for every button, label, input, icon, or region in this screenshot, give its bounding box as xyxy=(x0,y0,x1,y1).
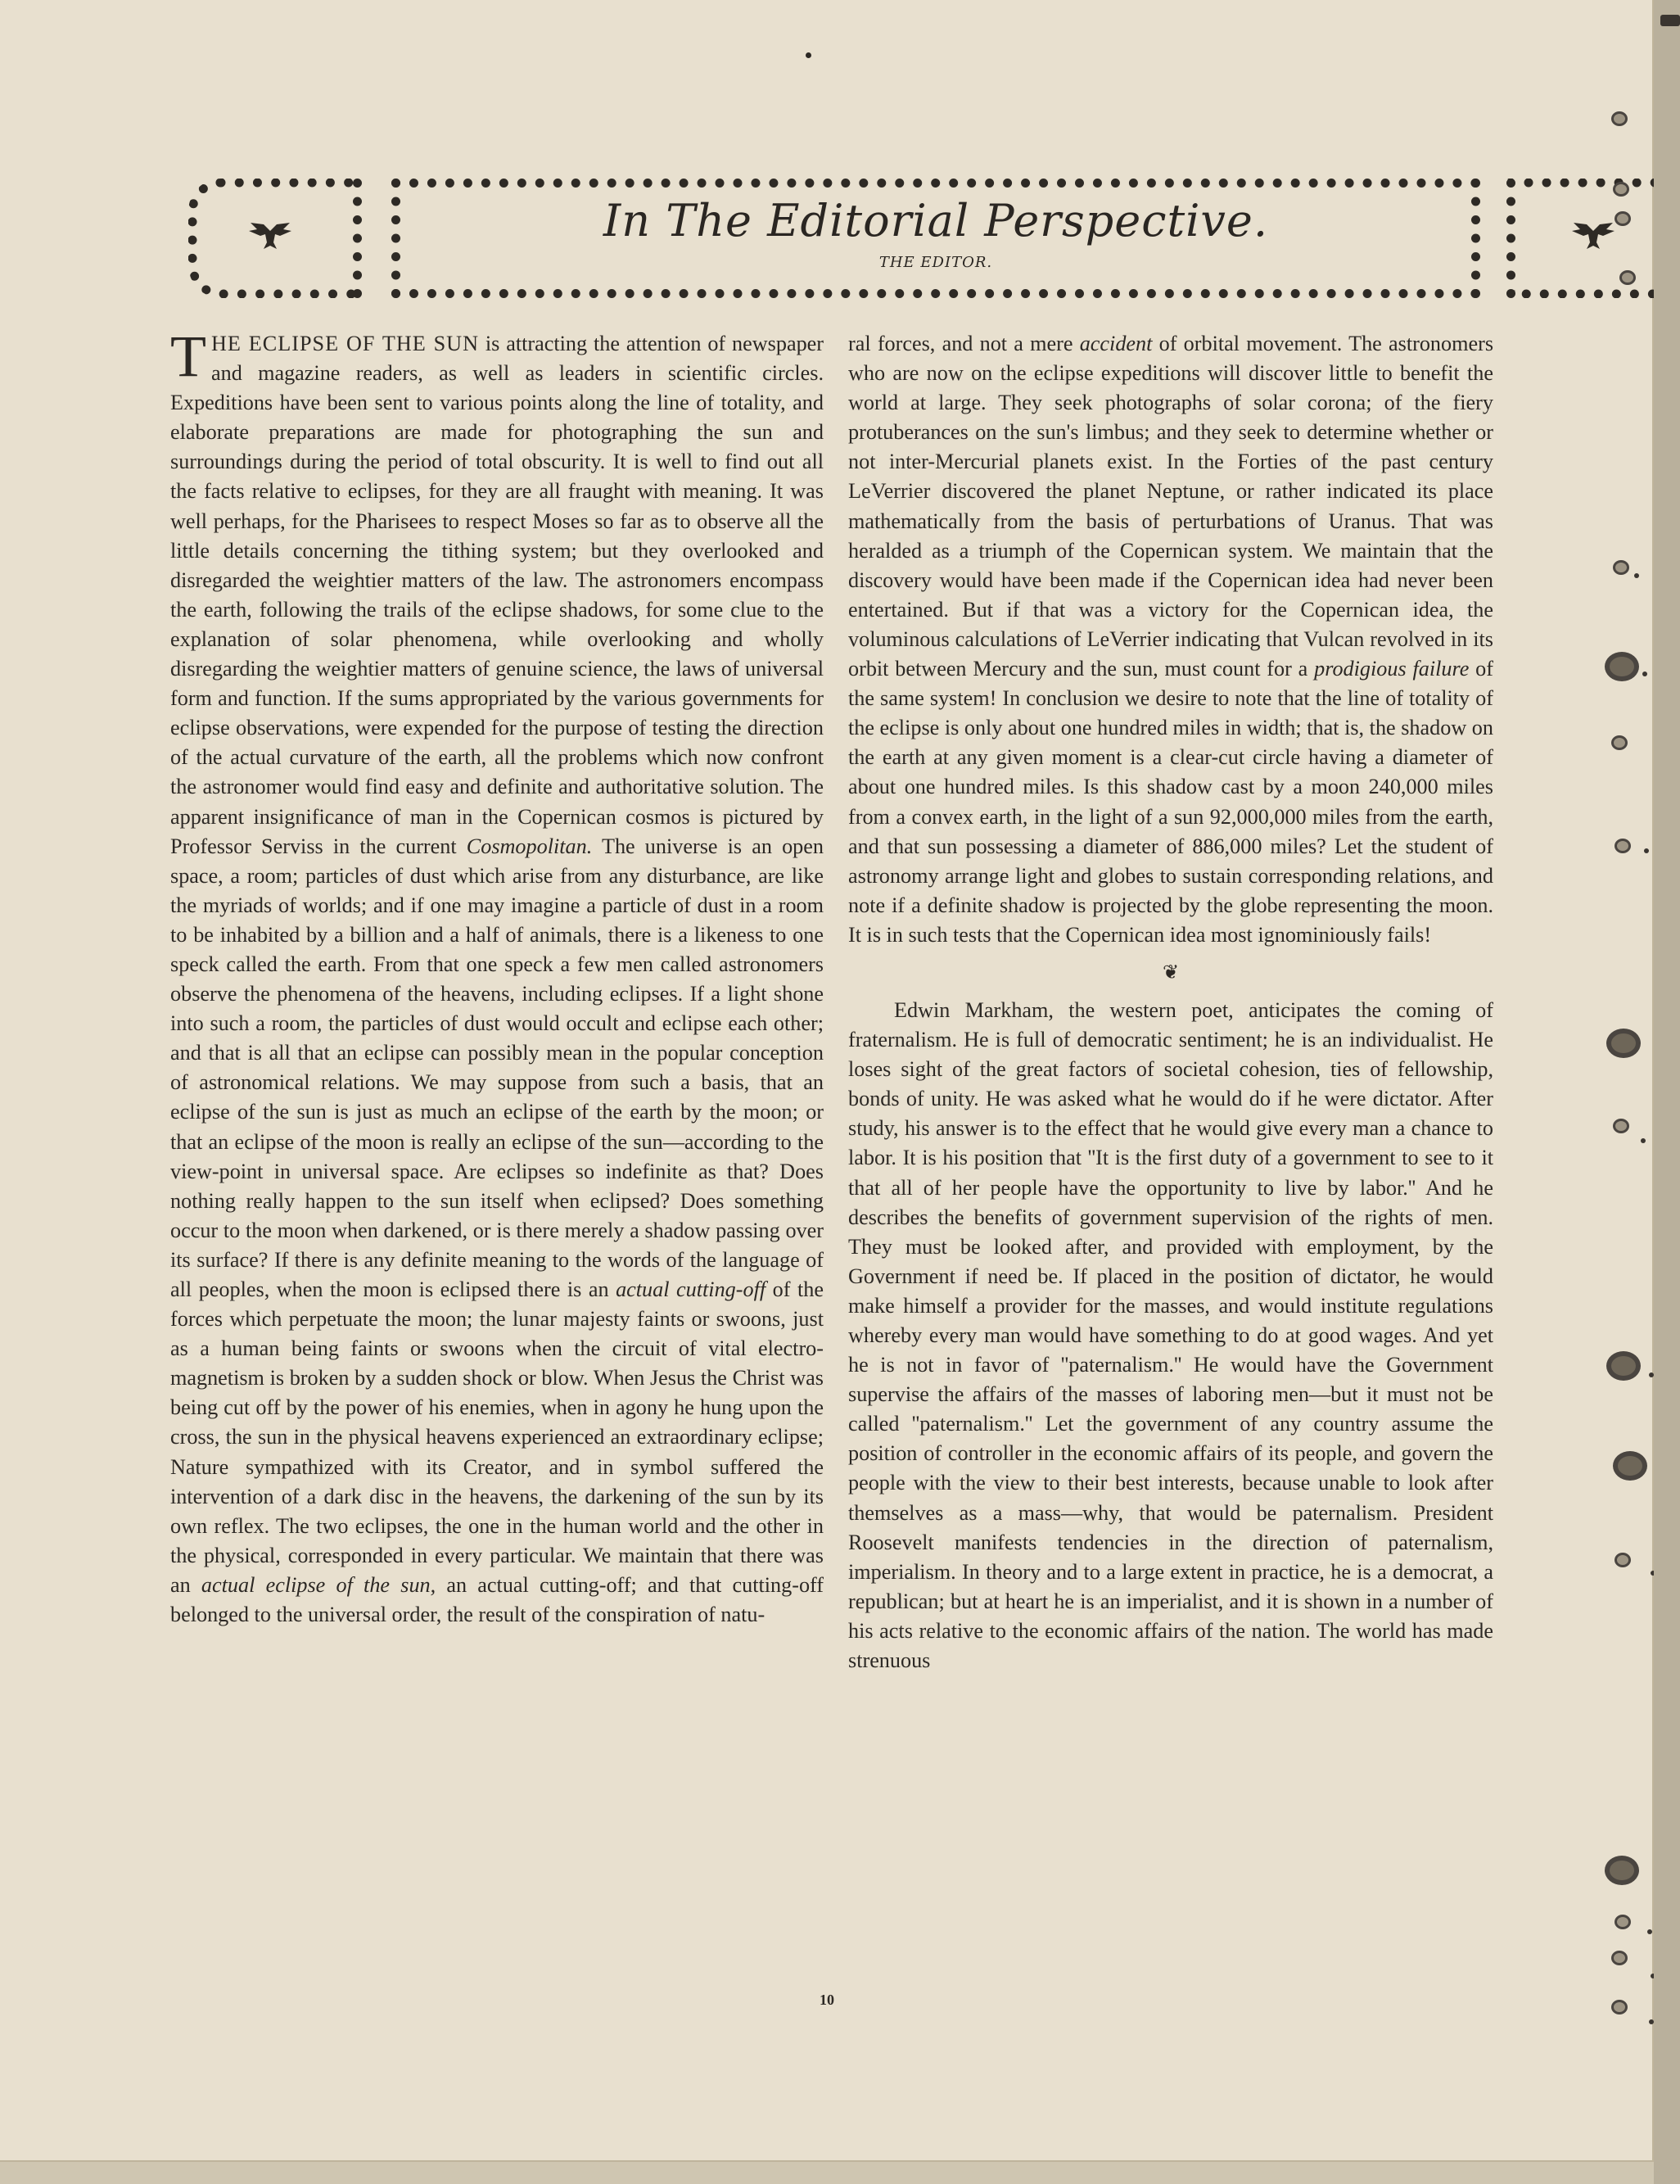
binding-hole xyxy=(1615,211,1631,226)
ink-speck xyxy=(1647,1929,1652,1934)
binding-hole xyxy=(1615,1915,1631,1929)
body-text: of orbital movement. The astronomers who are now on the eclipse expeditions will discover little to benefit the world at large. They seek photographs of solar corona; of the fiery protuberances on the sun's limbus; and they seek to determine whether or not inter-Mercurial planets exist. In the Forties of the past century LeVerrier discovered the planet Neptune, or rather indicated its place mathematically from the basis of perturbations of Uranus. That was heralded as a triumph of the Copernican system. We maintain that the discovery would have been made if the Copernican idea had never been entertained. But if that was a victory for the Copernican idea, the voluminous calculations of LeVerrier indicating that Vulcan revolved in its orbit between Mercury and the sun, must count for a xyxy=(848,332,1494,681)
article-paragraph xyxy=(848,329,1493,950)
binding-hole xyxy=(1613,560,1629,575)
byline: THE EDITOR. xyxy=(878,254,993,271)
eagle-icon xyxy=(1569,221,1618,254)
right-column xyxy=(848,329,1493,1675)
page-number: 10 xyxy=(820,1992,834,2008)
body-text: of the forces which perpetuate the moon; the lunar majesty faints or swoons, just as a human being faints or swoons when the circuit of vital electro-magnetism is broken by a sudden shock or blow. When Jesus the Christ was being cut off by the power of his enemies, when in agony he hung upon the cross, the sun in the physical heavens experienced an extraordinary eclipse; Nature sympathized with its Creator, and in symbol suffered the intervention of a dark disc in the heavens, the darkening of the sun by its own reflex. The two eclipses, the one in the human world and the other in the physical, corresponded in every particular. We maintain that there was an xyxy=(170,1277,824,1597)
binding-hole xyxy=(1611,1951,1628,1965)
lead-in: HE ECLIPSE OF THE SUN xyxy=(210,332,479,355)
body-text: ral forces, and not a mere xyxy=(848,332,1080,355)
body-text: is attracting the attention of newspaper and magazine readers, as well as leaders in scientific circles. Expeditions have been sent to various points along the line of totality, and elaborate preparations are made for photographing the sun and surroundings during the period of total obscurity. It is well to find out all the facts relative to eclipses, for they are all fraught with meaning. It was well perhaps, for the Pharisees to respect Moses so far as to observe all the little details concerning the tithing system; but they overlooked and disregarded the weightier matters of the law. The astronomers encompass the earth, following the trails of the eclipse shadows, for some clue to the explanation of solar phenomena, while overlooking and wholly disregarding the weightier matters of genuine science, the laws of universal form and function. If the sums appropriated by the various governments for eclipse observations, were expended for the purpose of testing the direction of the actual curvature of the earth, all the problems which now confront the astronomer would find easy and definite and authoritative solution. The apparent insignificance of man in the Copernican cosmos is pictured by Professor Serviss in the current xyxy=(170,332,824,858)
binding-hole xyxy=(1613,1451,1647,1481)
binding-hole xyxy=(1613,1119,1629,1133)
leaf-separator-icon: ❦ xyxy=(1162,961,1180,983)
binding-hole xyxy=(1605,1856,1639,1885)
italic-text: actual cutting-off xyxy=(616,1277,766,1301)
left-column xyxy=(170,323,824,1630)
binder-clip xyxy=(1660,15,1680,26)
ink-speck xyxy=(1644,848,1649,853)
section-header xyxy=(188,179,1498,301)
scan-edge xyxy=(1654,0,1680,2184)
binding-hole xyxy=(1611,111,1628,126)
binding-hole xyxy=(1619,270,1636,285)
ink-speck xyxy=(1641,1138,1646,1143)
ink-dot xyxy=(806,52,811,58)
italic-text: accident xyxy=(1079,332,1153,355)
ink-speck xyxy=(1634,573,1639,578)
eagle-icon xyxy=(246,221,295,254)
binding-hole xyxy=(1606,1029,1641,1058)
page-title: In The Editorial Perspective. xyxy=(603,195,1269,246)
binding-hole xyxy=(1615,1553,1631,1567)
binding-hole xyxy=(1611,735,1628,750)
italic-text: prodigious failure xyxy=(1314,657,1470,681)
binding-hole xyxy=(1611,2000,1628,2014)
binding-hole xyxy=(1606,1351,1641,1381)
drop-cap: T xyxy=(170,323,206,389)
binding-hole xyxy=(1605,652,1639,681)
body-text: an actual cutting-off; and that cutting-off belonged to the universal order, the result of the conspiration of natu- xyxy=(170,1572,824,1627)
ink-speck xyxy=(1642,671,1647,676)
article-paragraph: Edwin Markham, the western poet, anticipates the coming of fraternalism. He is full of democratic sentiment; he is an individualist. He loses sight of the great factors of societal cohesion, ties of fellowship, bonds of unity. He was asked what he would do if he were dictator. After study, his answer is to the effect that he would give every man a chance to labor. It is his position that ''It is the first duty of a government to see to it that all of her people have the opportunity to live by labor.'' And he describes the benefits of government supervision of the rights of men. They must be looked after, and provided with employment, by the Government if need be. If placed in the position of dictator, he would make himself a provider for the masses, and would institute regulations whereby every man would have something to do at good wages. And yet he is not in favor of ''paternalism.'' He would have the Government supervise the affairs of the masses of laboring men—but it must not be called ''paternalism.'' Let the government of any country assume the position of controller in the economic affairs of its people, and govern the people with the view to their best interests, because unable to look after themselves as a mass—why, that would be paternalism. President Roosevelt manifests tendencies in the direction of paternalism, imperialism. In theory and to a large extent in practice, he is a democrat, a republican; but at heart he is an imperialist, and it is shown in a number of his acts relative to the economic affairs of the nation. The world has made strenuous xyxy=(848,997,1493,1673)
italic-text: Cosmopolitan. xyxy=(466,834,593,858)
article-paragraph xyxy=(170,323,824,1630)
body-text: The universe is an open space, a room; particles of dust which arise from any disturbance, are like the myriads of worlds; and if one may imagine a particle of dust in a room to be inhabited by a billion and a half of animals, there is a likeness to one speck called the earth. From that one speck a few men called astronomers observe the phenomena of the heavens, including eclipses. If a light shone into such a room, the particles of dust would occult and eclipse each other; and that is all that an eclipse can possibly mean in the popular conception of astronomical relations. We may suppose from such a basis, that an eclipse of the sun is just as much an eclipse of the earth by the moon; or that an eclipse of the moon is really an eclipse of the sun—according to the view-point in universal space. Are eclipses so indefinite as that? Does nothing really happen to the sun itself when eclipsed? Does something occur to the moon when darkened, or is there merely a shadow passing over its surface? If there is any definite meaning to the words of the language of all peoples, when the moon is eclipsed there is an xyxy=(170,834,824,1301)
binding-hole xyxy=(1615,839,1631,853)
body-text: of the same system! In conclusion we desire to note that the line of totality of the eclipse is only about one hundred miles in width; that is, the shadow on the earth at any given moment is a clear-cut circle having a diameter of about one hundred miles. Is this shadow cast by a moon 240,000 miles from a convex earth, in the light of a sun 92,000,000 miles from the earth, and that sun possessing a diameter of 886,000 miles? Let the student of astronomy arrange light and globes to sustain corresponding relations, and note if a definite shadow is projected by the globe representing the moon. It is in such tests that the Copernican idea most ignominiously fails! xyxy=(848,657,1493,947)
italic-text: actual eclipse of the sun, xyxy=(201,1572,436,1597)
binding-hole xyxy=(1613,182,1629,197)
